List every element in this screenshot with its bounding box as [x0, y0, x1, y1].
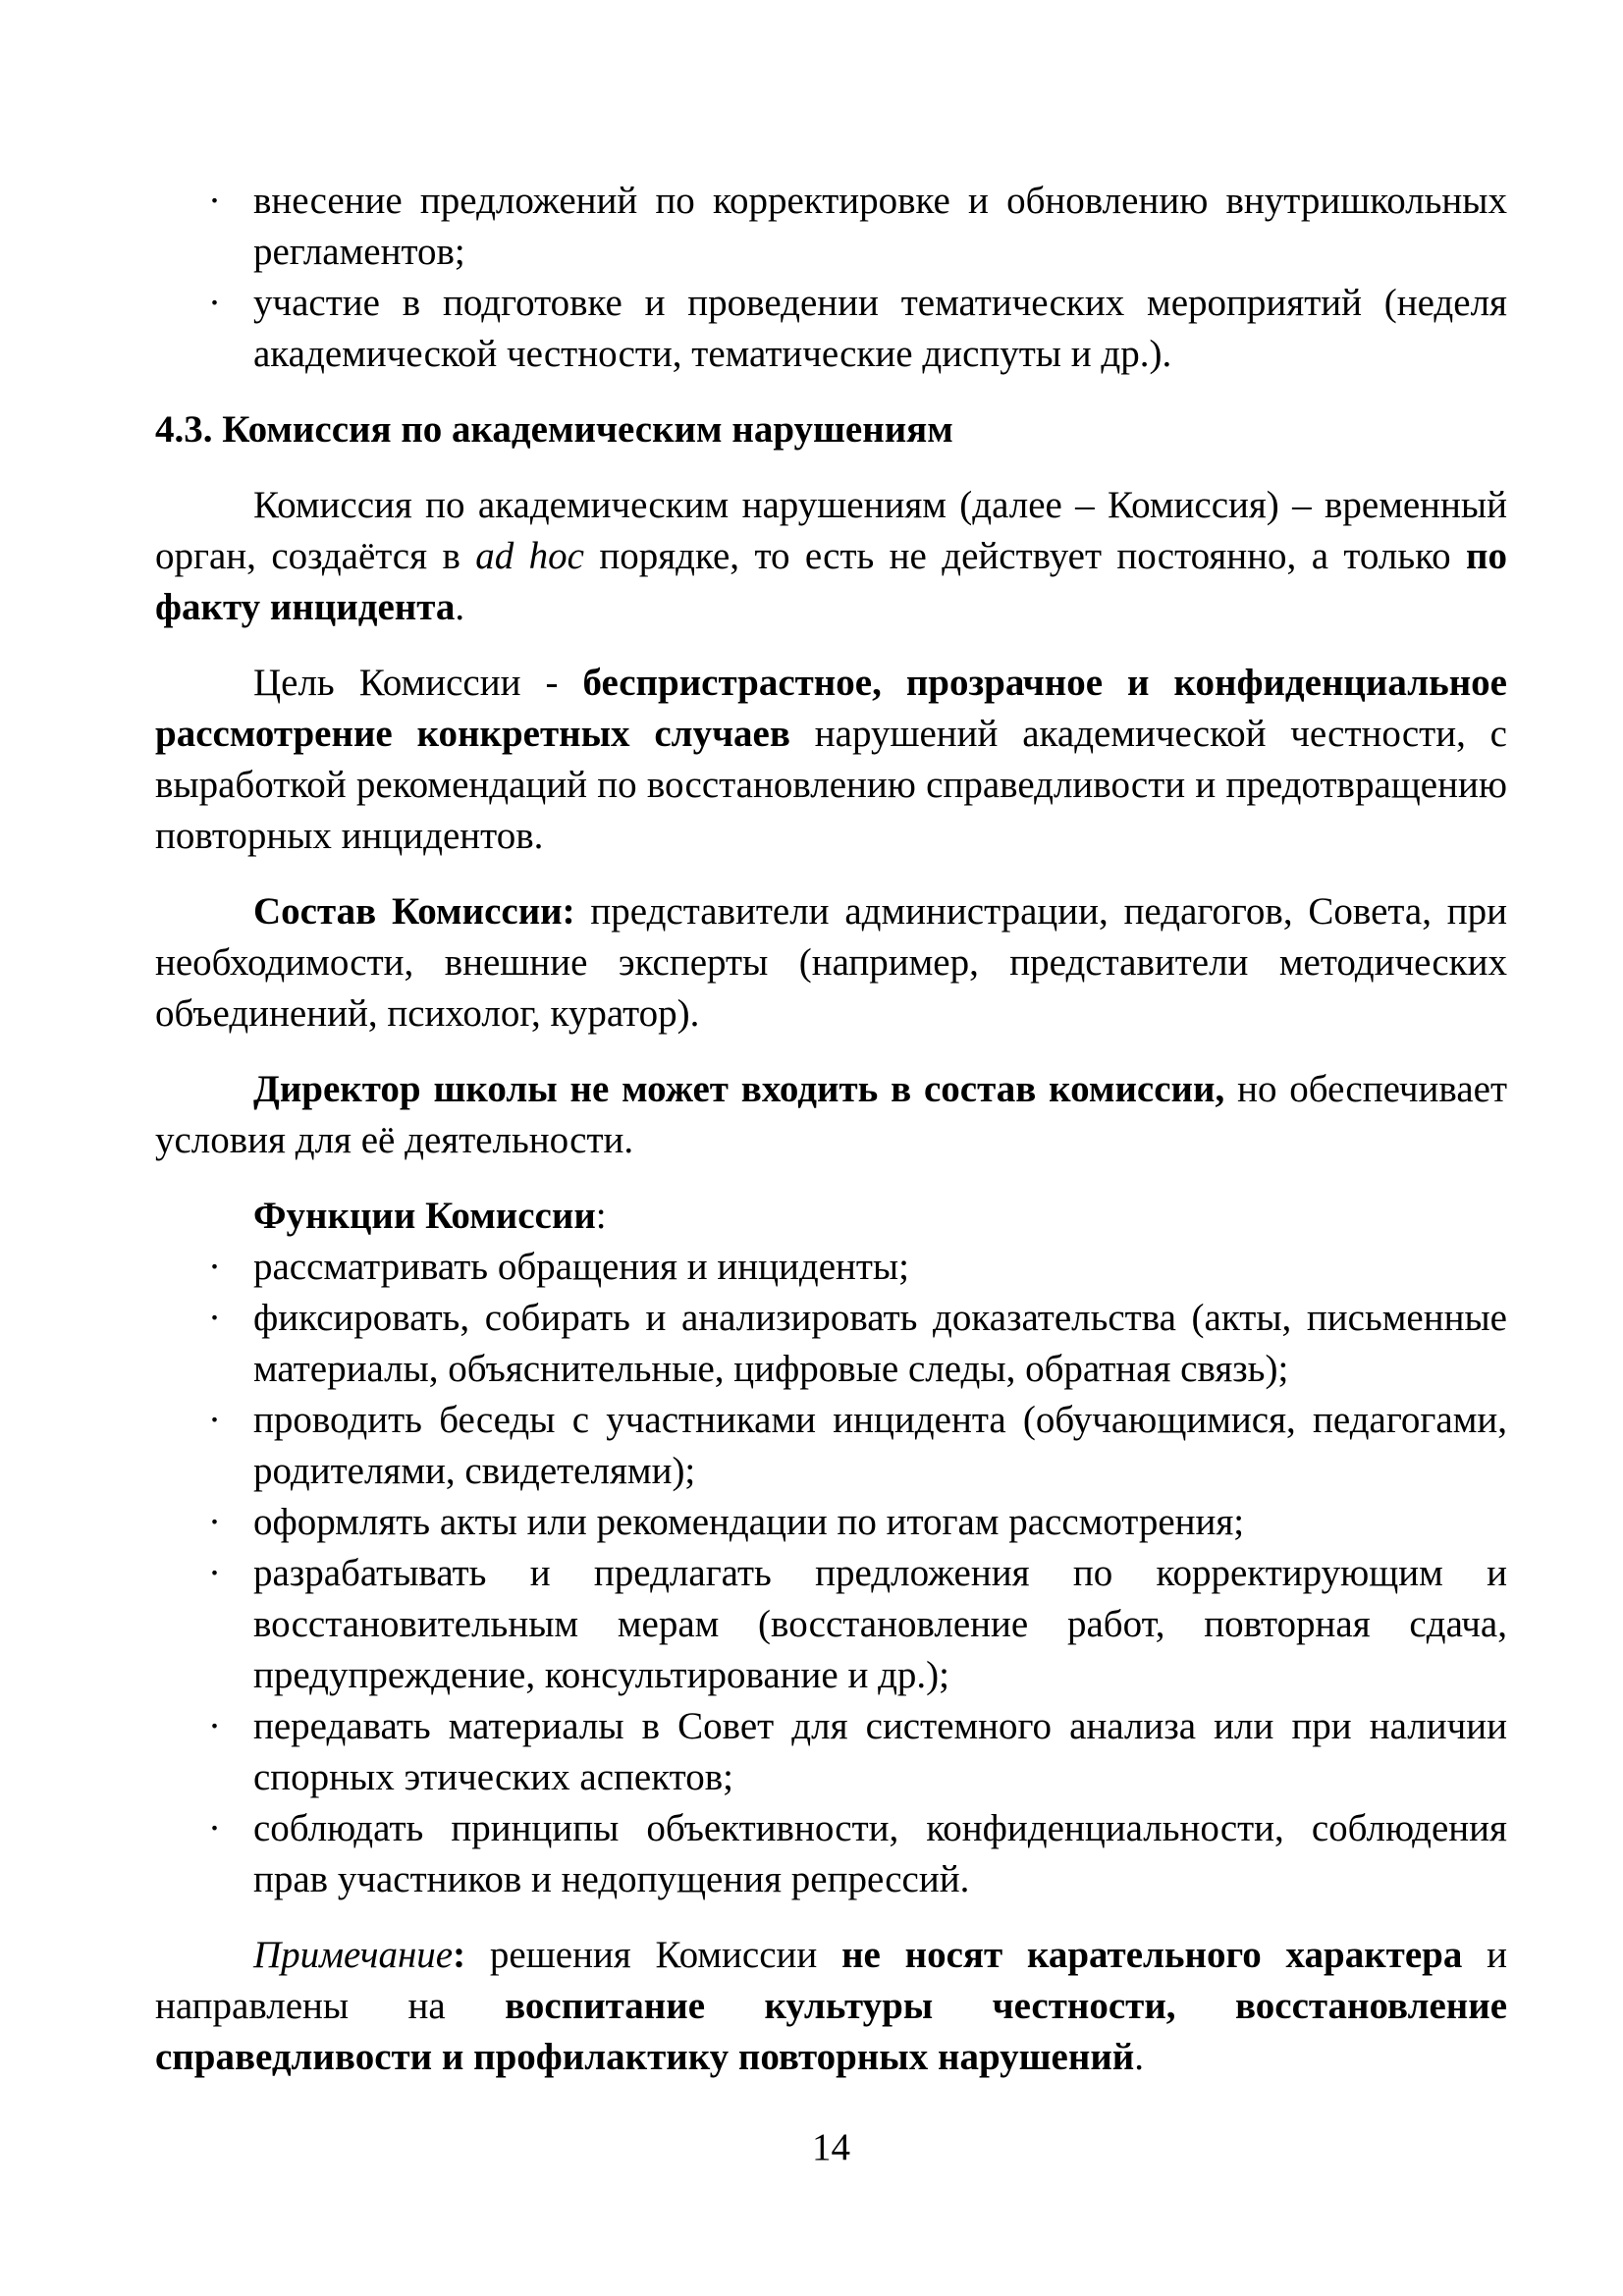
list-item: · участие в подготовке и проведении тематических мероприятий (неделя академической честности, тематические диспуты и др.). — [155, 278, 1507, 380]
list-item: · разрабатывать и предлагать предложения по корректирующим и восстановительным мерам (восстановление работ, повторная сдача, предупреждение, консультирование и др.); — [155, 1548, 1507, 1701]
text-run-bold: беспристрастное, прозрачное и конфиденциальное рассмотрение конкретных случаев — [155, 662, 1507, 755]
text-run-bold: по факту инцидента — [155, 535, 1507, 628]
text-run: решения Комиссии — [465, 1934, 842, 1976]
text-run-italic: Примечание — [253, 1934, 454, 1976]
text-run: Комиссия по академическим нарушениям (далее – Комиссия) – временный орган, создаётся в — [155, 484, 1507, 577]
text-run-bold: Состав Комиссии: — [253, 890, 575, 933]
text-run-bold: не носят карательного характера — [841, 1934, 1463, 1976]
text-run-bold: воспитание культуры честности, восстановление справедливости и профилактику повторных нарушений — [155, 1985, 1508, 2078]
text-run: но обеспечивает условия для её деятельности. — [155, 1068, 1507, 1161]
text-run-bold: : — [453, 1934, 466, 1976]
text-run: . — [455, 586, 465, 628]
functions-label — [155, 1191, 1507, 1242]
paragraph-note — [155, 1930, 1507, 2083]
list-item: · рассматривать обращения и инциденты; — [155, 1242, 1507, 1293]
list-item: · проводить беседы с участниками инцидента (обучающимися, педагогами, родителями, свидетелями); — [155, 1395, 1507, 1497]
text-run: Цель Комиссии - — [253, 662, 583, 704]
paragraph-director — [155, 1064, 1507, 1166]
text-run-bold: Функции Комиссии — [253, 1195, 596, 1237]
text-run-italic: ad hoc — [475, 535, 584, 577]
text-run-bold: Директор школы не может входить в состав комиссии, — [253, 1068, 1225, 1110]
text-run: : — [595, 1195, 607, 1237]
list-item: · соблюдать принципы объективности, конфиденциальности, соблюдения прав участников и недопущения репрессий. — [155, 1803, 1507, 1905]
intro-list — [155, 176, 1507, 380]
text-run: . — [1134, 2036, 1145, 2078]
functions-list — [155, 1242, 1507, 1905]
paragraph-definition — [155, 480, 1507, 633]
text-run: представители администрации, педагогов, Совета, при необходимости, внешние эксперты (например, представители методических объединений, психолог, куратор). — [155, 890, 1507, 1035]
section-heading: 4.3. Комиссия по академическим нарушениям — [155, 408, 953, 451]
list-item: · внесение предложений по корректировке и обновлению внутришкольных регламентов; — [155, 176, 1507, 278]
paragraph-goal — [155, 658, 1507, 862]
list-item: · передавать материалы в Совет для системного анализа или при наличии спорных этических аспектов; — [155, 1701, 1507, 1803]
list-item: · фиксировать, собирать и анализировать доказательства (акты, письменные материалы, объяснительные, цифровые следы, обратная связь); — [155, 1293, 1507, 1395]
paragraph-composition — [155, 886, 1507, 1040]
page-number: 14 — [812, 2126, 850, 2168]
text-run: порядке, то есть не действует постоянно, а только — [583, 535, 1467, 577]
list-item: · оформлять акты или рекомендации по итогам рассмотрения; — [155, 1497, 1507, 1548]
text-run: нарушений академической честности, с выработкой рекомендаций по восстановлению справедливости и предотвращению повторных инцидентов. — [155, 713, 1507, 857]
text-run: и направлены на — [155, 1934, 1507, 2027]
